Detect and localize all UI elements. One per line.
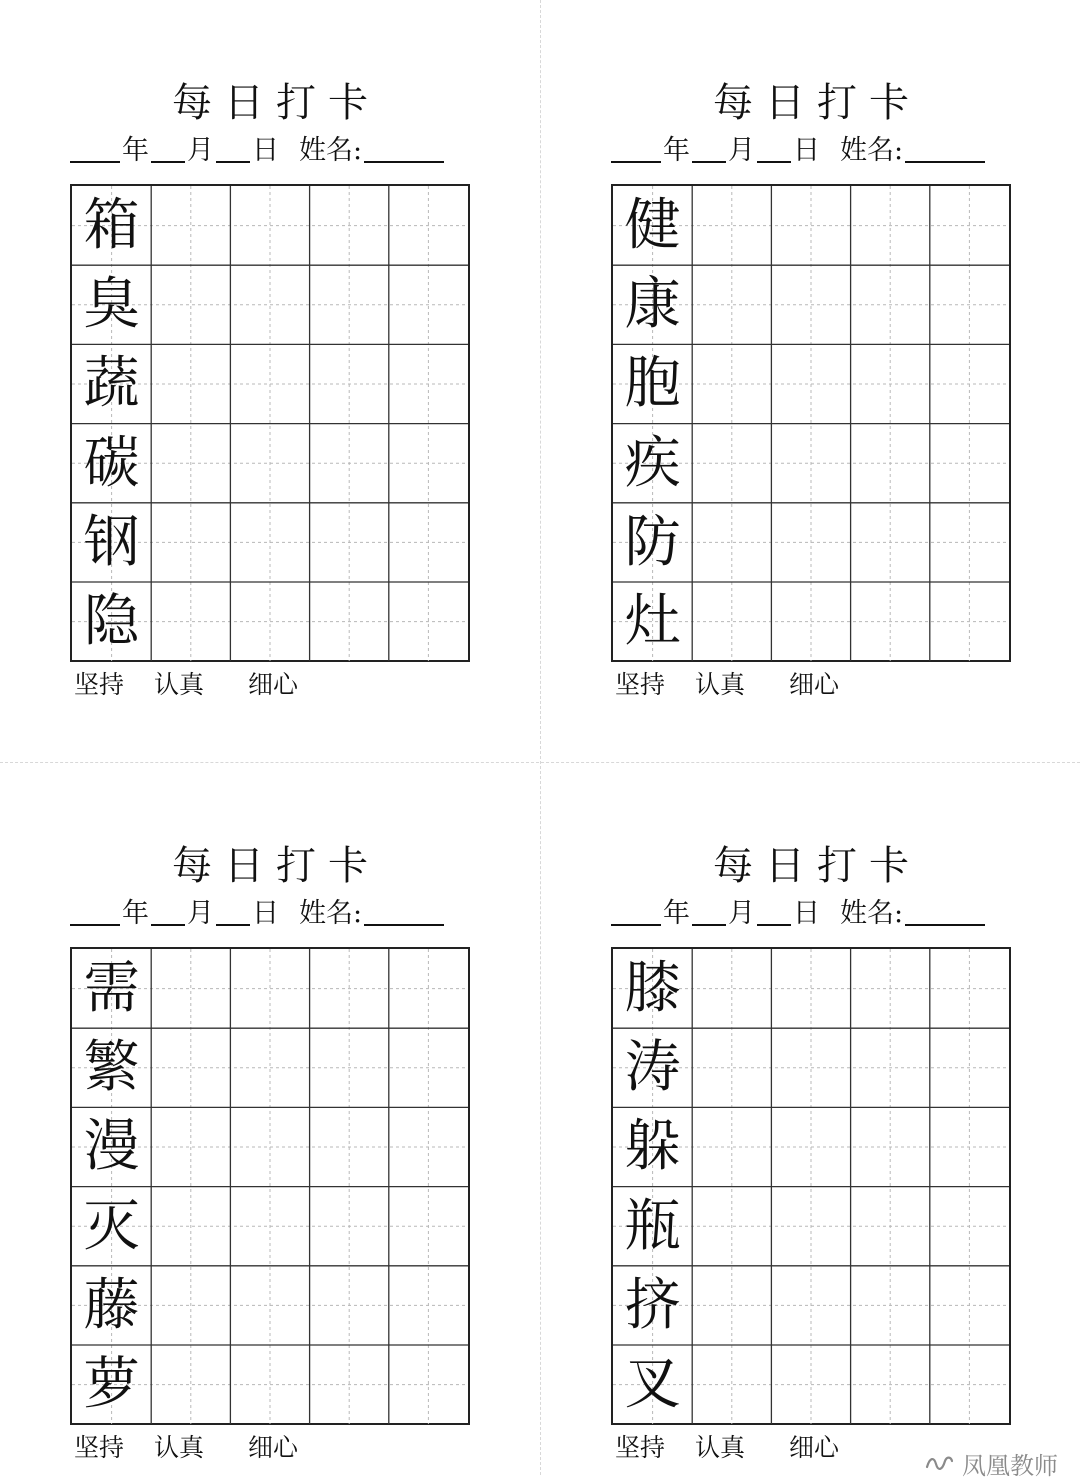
day-label: 日 [252, 135, 279, 166]
motto-earnest: 认真 [154, 670, 205, 699]
motto-earnest: 认真 [695, 670, 746, 699]
model-character: 臭 [83, 272, 140, 338]
model-character: 胞 [624, 351, 681, 417]
day-blank[interactable] [216, 898, 250, 926]
model-character: 防 [624, 509, 681, 575]
year-label: 年 [122, 135, 149, 166]
day-label: 日 [793, 898, 820, 929]
year-blank[interactable] [70, 898, 120, 926]
watermark [924, 1446, 1058, 1481]
model-character: 叉 [624, 1352, 681, 1417]
card-title: 每日打卡 [713, 80, 921, 126]
horizontal-cut-guide [0, 762, 1080, 763]
year-blank[interactable] [611, 898, 661, 926]
month-label: 月 [728, 898, 755, 929]
day-blank[interactable] [757, 898, 791, 926]
month-label: 月 [187, 898, 214, 929]
model-character: 需 [83, 956, 140, 1021]
month-blank[interactable] [151, 135, 185, 163]
month-blank[interactable] [692, 898, 726, 926]
writing-grid[interactable] [70, 184, 470, 662]
card-title: 每日打卡 [172, 843, 380, 889]
writing-grid[interactable] [611, 947, 1011, 1425]
year-blank[interactable] [611, 135, 661, 163]
writing-grid[interactable] [611, 184, 1011, 662]
month-label: 月 [187, 135, 214, 166]
motto-careful: 细心 [248, 1433, 299, 1462]
card-title: 每日打卡 [172, 80, 380, 126]
model-character: 灶 [624, 589, 681, 654]
name-blank[interactable] [364, 135, 444, 163]
model-character: 碳 [83, 430, 140, 496]
model-character: 康 [624, 272, 681, 338]
model-character: 漫 [83, 1114, 140, 1180]
year-label: 年 [122, 898, 149, 929]
month-blank[interactable] [692, 135, 726, 163]
vertical-cut-guide [540, 0, 541, 1475]
model-character: 健 [624, 193, 681, 258]
name-label: 姓名: [299, 135, 363, 166]
name-label: 姓名: [840, 135, 904, 166]
motto-line [74, 670, 474, 700]
model-character: 蔬 [83, 351, 140, 417]
model-character: 瓶 [624, 1193, 681, 1259]
date-name-line [611, 132, 1011, 166]
card-title: 每日打卡 [713, 843, 921, 889]
watermark-text: 凤凰教师 [962, 1452, 1058, 1480]
model-character: 涛 [624, 1035, 681, 1101]
date-name-line [611, 895, 1011, 929]
name-blank[interactable] [364, 898, 444, 926]
practice-card [70, 80, 470, 699]
motto-persist: 坚持 [615, 1433, 666, 1462]
model-character: 萝 [83, 1352, 140, 1417]
model-character: 躲 [624, 1114, 681, 1180]
year-label: 年 [663, 898, 690, 929]
motto-persist: 坚持 [74, 670, 125, 699]
motto-line [615, 670, 1015, 700]
month-blank[interactable] [151, 898, 185, 926]
model-character: 挤 [624, 1272, 681, 1338]
model-character: 膝 [624, 956, 681, 1021]
practice-card [70, 843, 470, 1462]
name-blank[interactable] [905, 898, 985, 926]
motto-careful: 细心 [789, 1433, 840, 1462]
day-label: 日 [793, 135, 820, 166]
day-blank[interactable] [757, 135, 791, 163]
wechat-channel-icon [924, 1453, 954, 1475]
model-character: 钢 [83, 509, 140, 575]
motto-earnest: 认真 [154, 1433, 205, 1462]
motto-line [74, 1433, 474, 1463]
name-label: 姓名: [299, 898, 363, 929]
practice-card [611, 843, 1011, 1462]
motto-persist: 坚持 [74, 1433, 125, 1462]
month-label: 月 [728, 135, 755, 166]
name-blank[interactable] [905, 135, 985, 163]
model-character: 繁 [83, 1035, 140, 1101]
day-label: 日 [252, 898, 279, 929]
date-name-line [70, 132, 470, 166]
model-character: 疾 [624, 430, 681, 496]
motto-earnest: 认真 [695, 1433, 746, 1462]
motto-careful: 细心 [789, 670, 840, 699]
motto-careful: 细心 [248, 670, 299, 699]
motto-persist: 坚持 [615, 670, 666, 699]
practice-card [611, 80, 1011, 699]
date-name-line [70, 895, 470, 929]
model-character: 灭 [83, 1193, 140, 1259]
day-blank[interactable] [216, 135, 250, 163]
year-blank[interactable] [70, 135, 120, 163]
writing-grid[interactable] [70, 947, 470, 1425]
name-label: 姓名: [840, 898, 904, 929]
model-character: 隐 [83, 589, 140, 654]
year-label: 年 [663, 135, 690, 166]
model-character: 箱 [83, 193, 140, 258]
model-character: 藤 [83, 1272, 140, 1338]
